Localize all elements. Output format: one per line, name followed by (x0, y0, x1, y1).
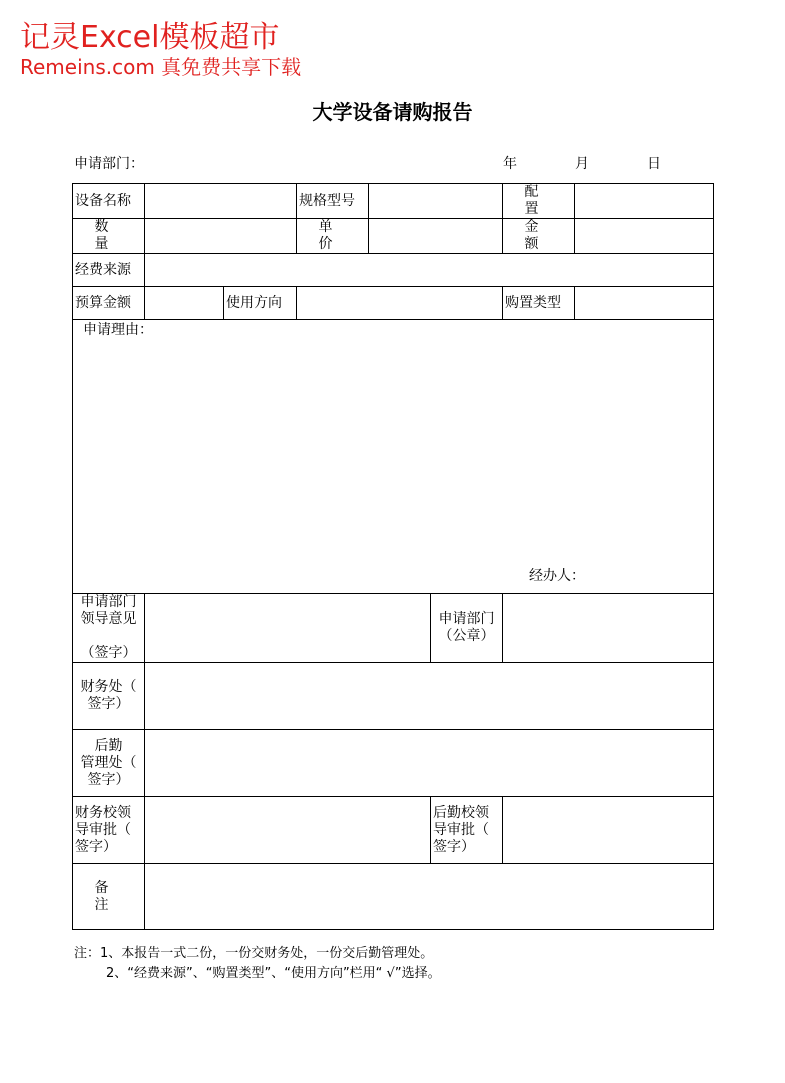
amount-label: 金 额 (503, 219, 575, 254)
use-direction-label: 使用方向 (224, 287, 297, 320)
purchase-type-label: 购置类型 (503, 287, 575, 320)
watermark-subtitle: Remeins.com 真免费共享下载 (20, 55, 302, 79)
handler-label: 经办人： (529, 568, 585, 584)
purchase-request-form (72, 183, 714, 930)
dept-seal-field[interactable] (503, 594, 714, 663)
notes (74, 944, 441, 984)
note-line-1: 注：1、本报告一式二份，一份交财务处，一份交后勤管理处。 (74, 946, 434, 961)
finance-leader-field[interactable] (145, 797, 431, 864)
configuration-label: 配 置 (503, 184, 575, 219)
reason-cell[interactable] (73, 320, 714, 594)
spec-model-label: 规格型号 (297, 184, 369, 219)
dept-leader-opinion-label: 申请部门 领导意见 （签字） (73, 594, 145, 663)
configuration-field[interactable] (575, 184, 714, 219)
fund-source-field[interactable] (145, 254, 714, 287)
quantity-label: 数 量 (73, 219, 145, 254)
note-line-2: 2、“经费来源”、“购置类型”、“使用方向”栏用“ √”选择。 (106, 966, 441, 981)
amount-field[interactable] (575, 219, 714, 254)
equipment-name-label: 设备名称 (73, 184, 145, 219)
reason-label: 申请理由： (83, 322, 153, 338)
equipment-name-field[interactable] (145, 184, 297, 219)
remarks-field[interactable] (145, 864, 714, 930)
logistics-leader-label: 后勤校领 导审批（ 签字） (431, 797, 503, 864)
dept-seal-label: 申请部门 （公章） (431, 594, 503, 663)
finance-office-field[interactable] (145, 663, 714, 730)
budget-amount-label: 预算金额 (73, 287, 145, 320)
document-title: 大学设备请购报告 (312, 100, 473, 124)
month-label: 月 (575, 156, 589, 172)
unit-price-label: 单 价 (297, 219, 369, 254)
unit-price-field[interactable] (369, 219, 503, 254)
day-label: 日 (647, 156, 661, 172)
remarks-label: 备 注 (73, 864, 145, 930)
logistics-leader-field[interactable] (503, 797, 714, 864)
watermark-title: 记灵Excel模板超市 (20, 20, 280, 55)
finance-leader-label: 财务校领 导审批（ 签字） (73, 797, 145, 864)
budget-amount-field[interactable] (145, 287, 224, 320)
quantity-field[interactable] (145, 219, 297, 254)
spec-model-field[interactable] (369, 184, 503, 219)
dept-leader-opinion-field[interactable] (145, 594, 431, 663)
use-direction-field[interactable] (297, 287, 503, 320)
year-label: 年 (503, 156, 517, 172)
department-label: 申请部门： (74, 156, 144, 172)
finance-office-label: 财务处（ 签字） (73, 663, 145, 730)
fund-source-label: 经费来源 (73, 254, 145, 287)
purchase-type-field[interactable] (575, 287, 714, 320)
logistics-office-field[interactable] (145, 730, 714, 797)
logistics-office-label: 后勤 管理处（ 签字） (73, 730, 145, 797)
